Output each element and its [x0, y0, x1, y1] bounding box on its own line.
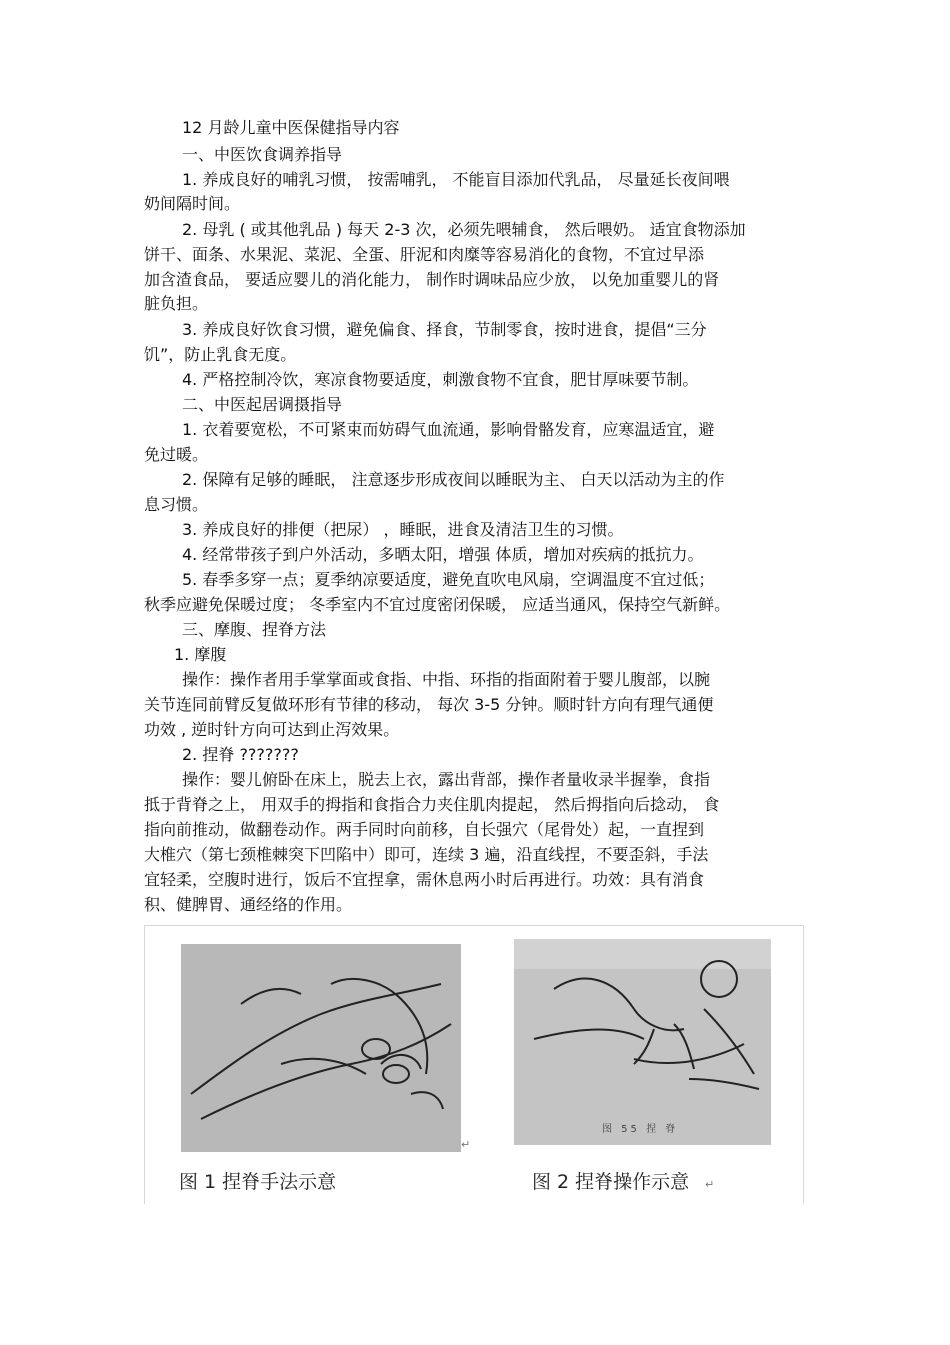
paragraph-line: 4. 严格控制冷饮，寒凉食物要适度，刺激食物不宜食，肥甘厚味要节制。 [182, 370, 699, 389]
figure1-caption: 图 1 捏脊手法示意 [179, 1171, 337, 1193]
figure2-caption: 图 2 捏脊操作示意 [532, 1171, 690, 1193]
paragraph-line: 积、健脾胃、通经络的作用。 [144, 895, 353, 914]
page-title: 12 月龄儿童中医保健指导内容 [182, 118, 400, 137]
paragraph-line: 关节连同前臂反复做环形有节律的移动， 每次 3-5 分钟。顺时针方向有理气通便 [144, 695, 714, 714]
paragraph-line: 息习惯。 [144, 495, 209, 514]
paragraph-line: 饥”，防止乳食无度。 [144, 345, 297, 364]
spine-operation-photo [514, 939, 771, 1145]
paragraph-line: 奶间隔时间。 [144, 194, 241, 213]
figure-panel [144, 925, 804, 1204]
paragraph-line: 加含渣食品， 要适应婴儿的消化能力， 制作时调味品应少放， 以免加重婴儿的肾 [144, 270, 720, 289]
paragraph-line: 免过暖。 [144, 445, 209, 464]
heading-massage: 三、摩腹、捏脊方法 [182, 620, 327, 639]
heading-daily-routine: 二、中医起居调摄指导 [182, 395, 343, 414]
paragraph-line: 5. 春季多穿一点；夏季纳凉要适度，避免直吹电风扇，空调温度不宜过低； [182, 570, 715, 589]
return-mark-1: ↵ [461, 1138, 471, 1151]
return-mark-2: ↵ [705, 1178, 715, 1191]
paragraph-line: 饼干、面条、水果泥、菜泥、全蛋、肝泥和肉糜等容易消化的食物，不宜过早添 [144, 245, 705, 264]
paragraph-line: 秋季应避免保暖过度； 冬季室内不宜过度密闭保暖， 应适当通风，保持空气新鲜。 [144, 595, 731, 614]
paragraph-line: 1. 养成良好的哺乳习惯， 按需哺乳， 不能盲目添加代乳品， 尽量延长夜间喂 [182, 170, 730, 189]
inner-photo-caption: 图 55 捏 脊 [602, 1124, 679, 1135]
paragraph-line: 2. 母乳 ( 或其他乳品 ) 每天 2-3 次，必须先喂辅食， 然后喂奶。 适宜食物添加 [182, 220, 746, 239]
heading-diet: 一、中医饮食调养指导 [182, 145, 343, 164]
paragraph-line: 3. 养成良好的排便（把尿） ，睡眠，进食及清洁卫生的习惯。 [182, 520, 624, 539]
paragraph-line: 指向前推动，做翻卷动作。两手同时向前移，自长强穴（尾骨处）起，一直捏到 [144, 820, 705, 839]
paragraph-line: 2. 保障有足够的睡眠， 注意逐步形成夜间以睡眠为主、 白天以活动为主的作 [182, 470, 725, 489]
paragraph-line: 功效 , 逆时针方向可达到止泻效果。 [144, 720, 400, 739]
paragraph-line: 4. 经常带孩子到户外活动，多晒太阳，增强 体质，增加对疾病的抵抗力。 [182, 545, 704, 564]
subheading-spine: 2. 捏脊 ??????? [182, 745, 299, 764]
subheading-abdomen: 1. 摩腹 [174, 645, 227, 664]
paragraph-line: 操作：婴儿俯卧在床上，脱去上衣，露出背部，操作者量收录半握拳，食指 [182, 770, 711, 789]
paragraph-line: 抵于背脊之上， 用双手的拇指和食指合力夹住肌肉提起， 然后拇指向后捻动， 食 [144, 795, 720, 814]
paragraph-line: 宜轻柔，空腹时进行，饭后不宜捏拿，需休息两小时后再进行。功效：具有消食 [144, 870, 705, 889]
hand-technique-photo [181, 944, 461, 1152]
paragraph-line: 操作：操作者用手掌掌面或食指、中指、环指的指面附着于婴儿腹部，以腕 [182, 670, 711, 689]
paragraph-line: 脏负担。 [144, 294, 209, 313]
paragraph-line: 大椎穴（第七颈椎棘突下凹陷中）即可，连续 3 遍，沿直线捏，不要歪斜，手法 [144, 845, 709, 864]
paragraph-line: 1. 衣着要宽松，不可紧束而妨碍气血流通，影响骨骼发育，应寒温适宜，避 [182, 420, 715, 439]
paragraph-line: 3. 养成良好饮食习惯，避免偏食、择食，节制零食，按时进食，提倡“三分 [182, 320, 707, 339]
